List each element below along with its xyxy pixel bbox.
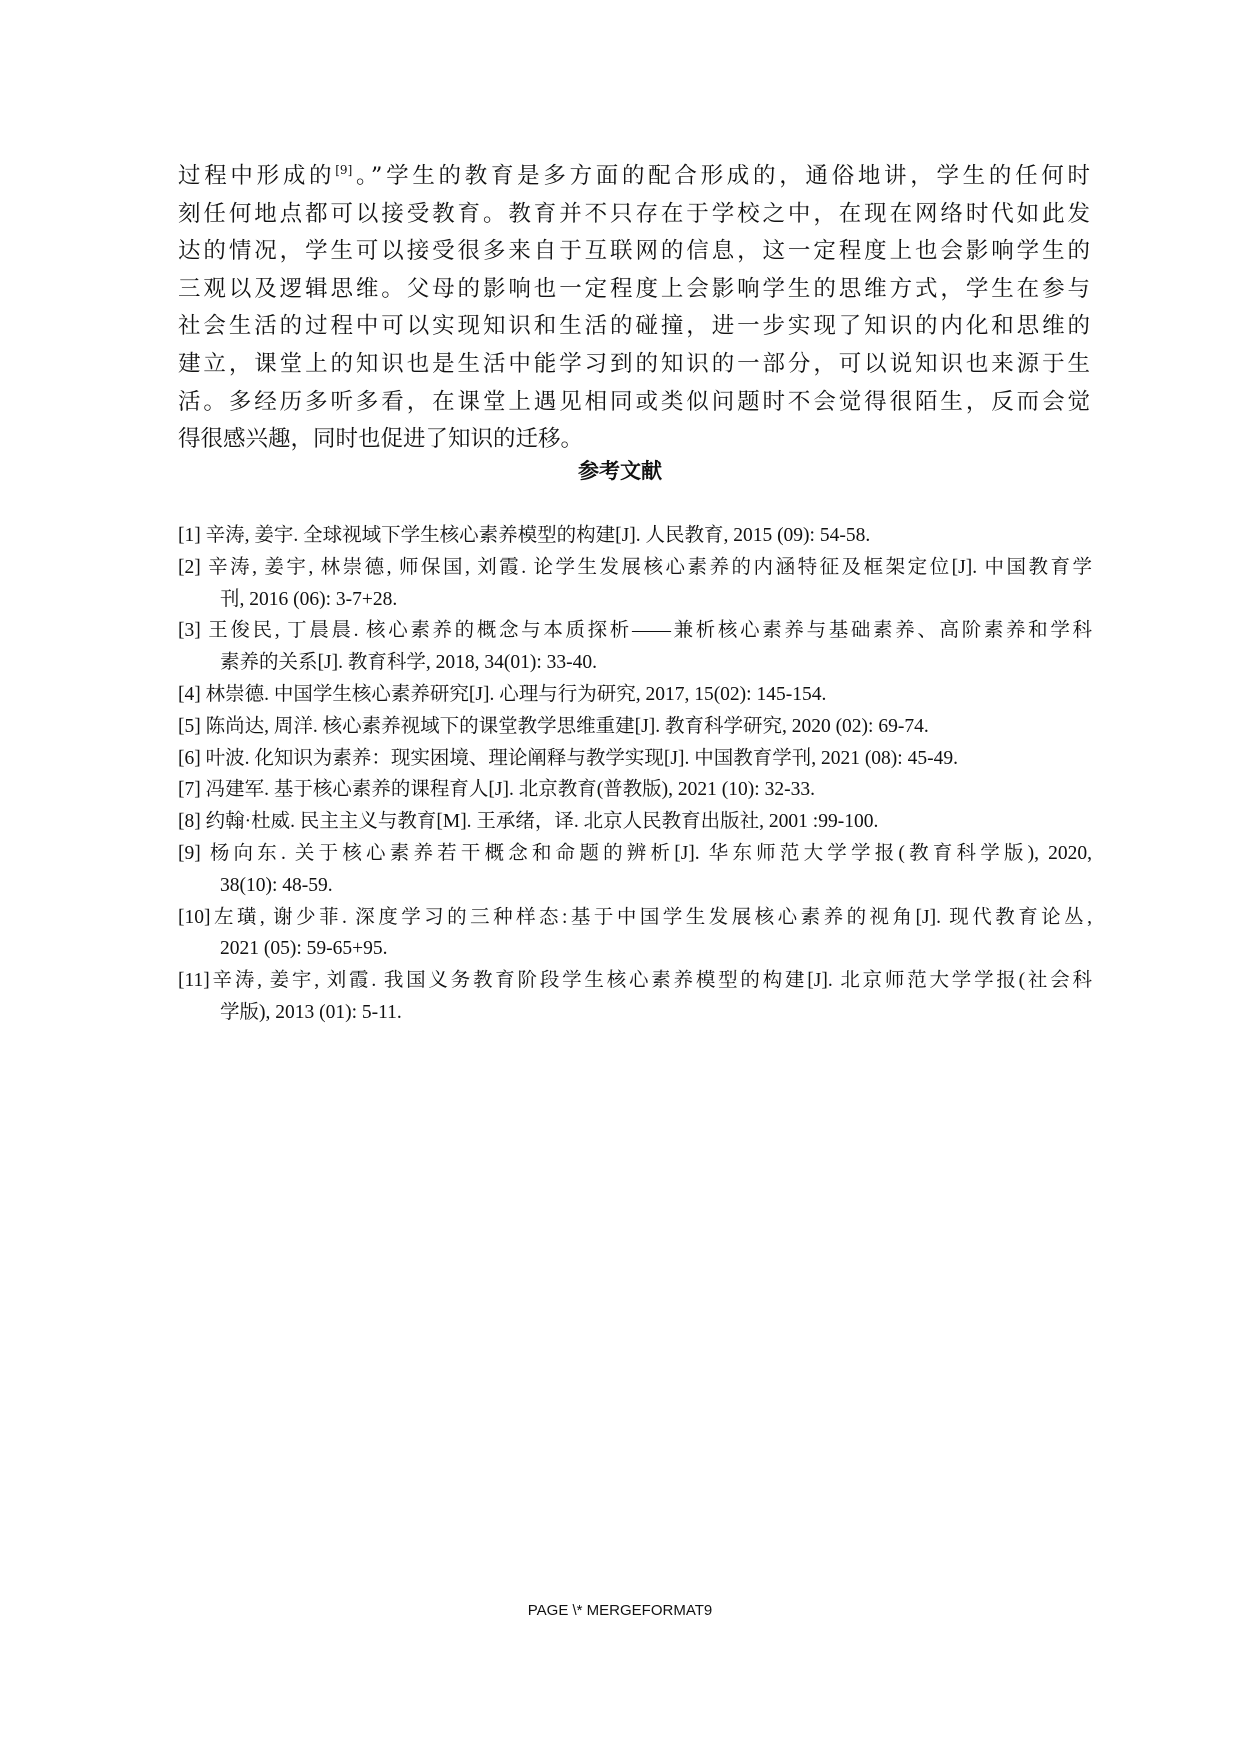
reference-item [178, 679, 1092, 711]
references-heading: 参考文献 [578, 459, 662, 483]
citation-link[interactable]: [9] [335, 163, 353, 177]
body-paragraph [178, 158, 1090, 459]
reference-item [178, 838, 1092, 902]
reference-list [178, 520, 1092, 1029]
body-line: 社会生活的过程中可以实现知识和生活的碰撞，进一步实现了知识的内化和思维的 [178, 313, 1090, 340]
body-line: 得很感兴趣，同时也促进了知识的迁移。 [178, 426, 584, 453]
body-line: 三观以及逻辑思维。父母的影响也一定程度上会影响学生的思维方式，学生在参与 [178, 275, 1090, 302]
body-line: 活。多经历多听多看，在课堂上遇见相同或类似问题时不会觉得很陌生，反而会觉 [178, 388, 1090, 415]
reference-line: [5] 陈尚达, 周洋. 核心素养视域下的课堂教学思维重建[J]. 教育科学研究, 2020 (02): 69-74. [178, 715, 929, 737]
reference-line: [7] 冯建军. 基于核心素养的课程育人[J]. 北京教育(普教版), 2021 (10): 32-33. [178, 779, 815, 801]
reference-line: [11]辛涛, 姜宇, 刘霞. 我国义务教育阶段学生核心素养模型的构建[J]. 北京师范大学学报(社会科 [178, 970, 1092, 992]
reference-continuation-line: 学版), 2013 (01): 5-11. [220, 1001, 402, 1023]
reference-line: [10]左璜, 谢少菲. 深度学习的三种样态:基于中国学生发展核心素养的视角[J]. 现代教育论丛, [178, 906, 1092, 928]
reference-continuation-line: 刊, 2016 (06): 3-7+28. [220, 588, 398, 610]
body-line [178, 158, 1090, 196]
reference-line: [9] 杨向东. 关于核心素养若干概念和命题的辨析[J]. 华东师范大学学报(教育科学版), 2020, [178, 842, 1092, 864]
body-line: 建立，课堂上的知识也是生活中能学习到的知识的一部分，可以说知识也来源于生 [178, 350, 1090, 377]
reference-continuation-line: 38(10): 48-59. [220, 874, 333, 896]
reference-continuation-line: 2021 (05): 59-65+95. [220, 938, 388, 960]
reference-line: [4] 林崇德. 中国学生核心素养研究[J]. 心理与行为研究, 2017, 15(02): 145-154. [178, 683, 827, 705]
reference-item [178, 615, 1092, 679]
body-line: 刻任何地点都可以接受教育。教育并不只存在于学校之中，在现在网络时代如此发 [178, 200, 1090, 227]
reference-continuation-line: 素养的关系[J]. 教育科学, 2018, 34(01): 33-40. [220, 652, 597, 674]
reference-line: [2] 辛涛, 姜宇, 林崇德, 师保国, 刘霞. 论学生发展核心素养的内涵特征及框架定位[J]. 中国教育学 [178, 556, 1092, 578]
body-line-text: 过程中形成的 [178, 163, 336, 189]
reference-item [178, 711, 1092, 743]
reference-item [178, 552, 1092, 616]
reference-item [178, 743, 1092, 775]
page-footer: PAGE \* MERGEFORMAT9 [527, 1602, 713, 1619]
reference-line: [6] 叶波. 化知识为素养：现实困境、理论阐释与教学实现[J]. 中国教育学刊, 2021 (08): 45-49. [178, 747, 958, 769]
reference-item [178, 520, 1092, 552]
reference-item [178, 774, 1092, 806]
reference-item [178, 965, 1092, 1029]
reference-line: [1] 辛涛, 姜宇. 全球视域下学生核心素养模型的构建[J]. 人民教育, 2015 (09): 54-58. [178, 525, 871, 546]
reference-item [178, 902, 1092, 966]
body-line-text: 。”学生的教育是多方面的配合形成的，通俗地讲，学生的任何时 [352, 163, 1090, 189]
reference-item [178, 806, 1092, 838]
body-line: 达的情况，学生可以接受很多来自于互联网的信息，这一定程度上也会影响学生的 [178, 238, 1090, 265]
reference-line: [3] 王俊民, 丁晨晨. 核心素养的概念与本质探析——兼析核心素养与基础素养、高阶素养和学科 [178, 620, 1092, 642]
reference-line: [8] 约翰·杜威. 民主主义与教育[M]. 王承绪，译. 北京人民教育出版社, 2001 :99-100. [178, 811, 879, 833]
